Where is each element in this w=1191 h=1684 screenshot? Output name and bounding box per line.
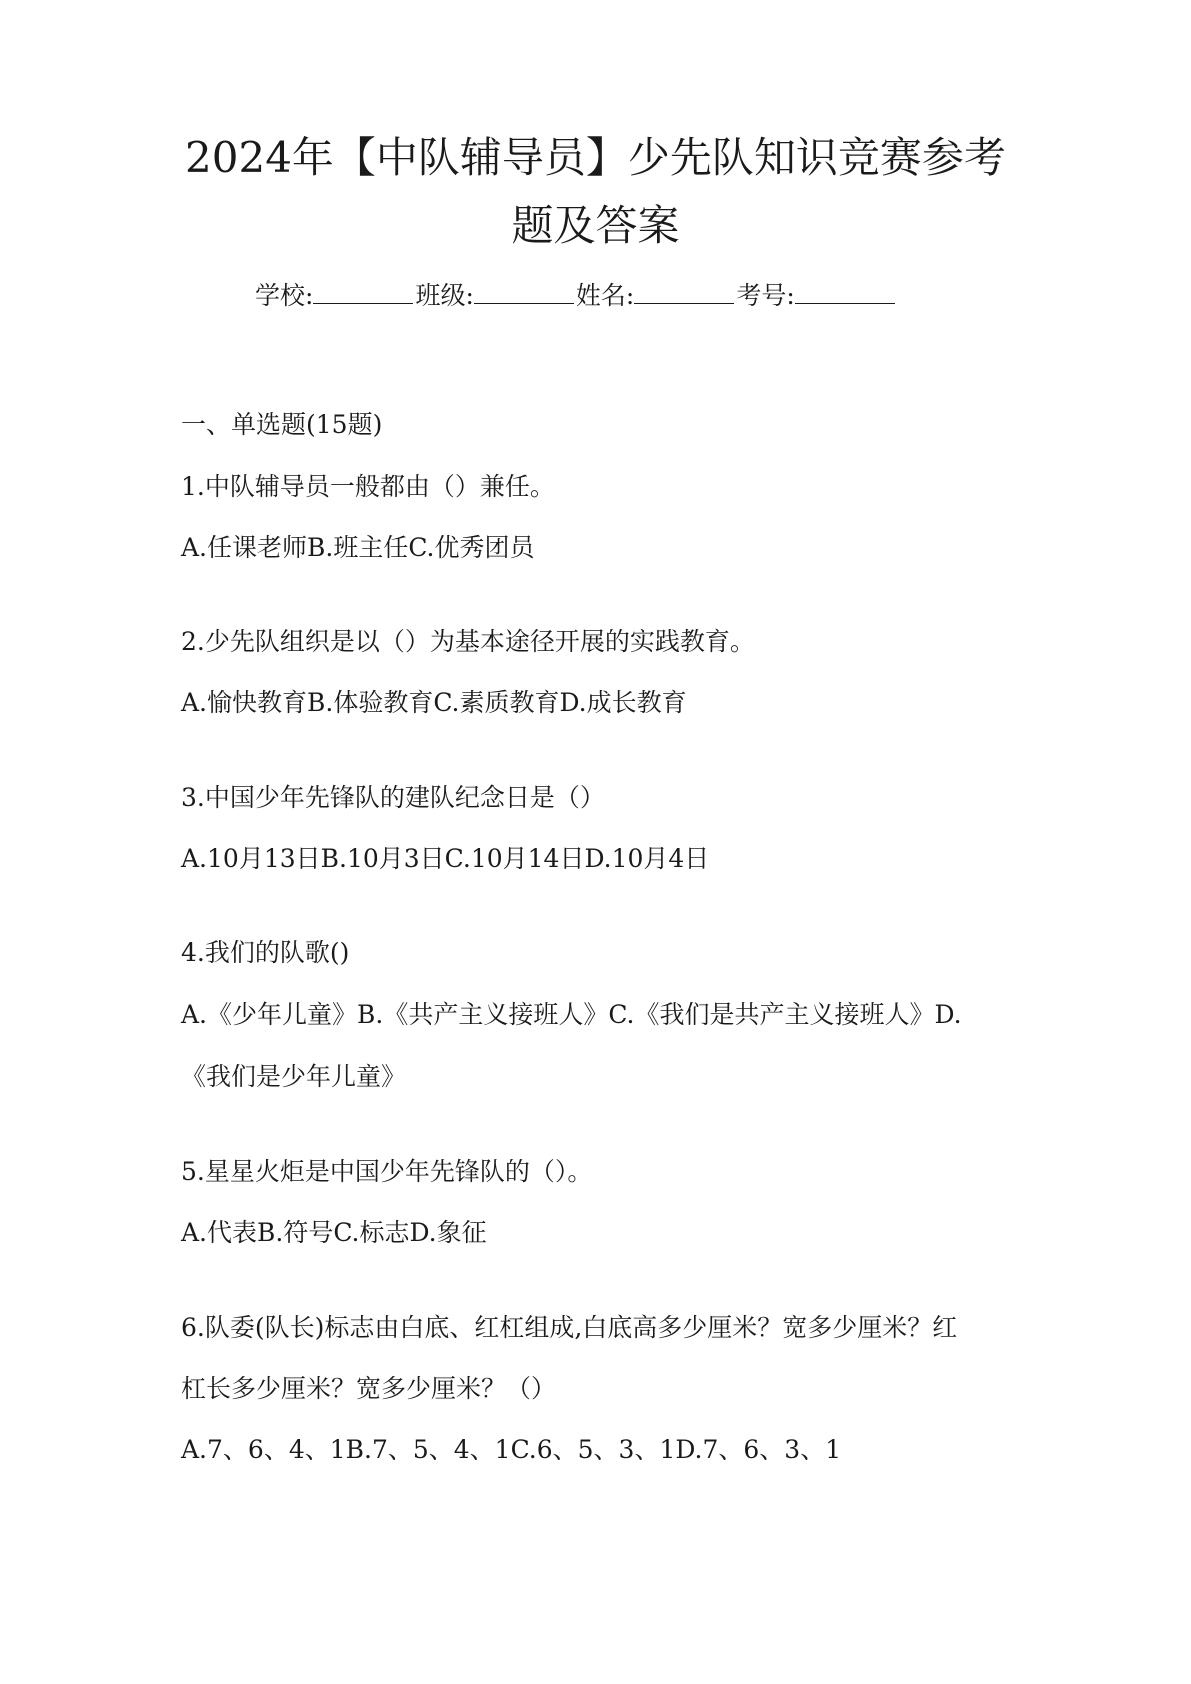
info-school-blank — [313, 277, 413, 304]
info-school-label: 学校: — [255, 281, 314, 310]
question-2-options: A.愉快教育B.体验教育C.素质教育D.成长教育 — [181, 688, 687, 717]
document-title-line-1: 2024年【中队辅导员】少先队知识竞赛参考 — [185, 133, 1006, 182]
question-6-options: A.7、6、4、1B.7、5、4、1C.6、5、3、1D.7、6、3、1 — [181, 1435, 842, 1464]
info-exam-number — [736, 276, 896, 316]
question-1-options: A.任课老师B.班主任C.优秀团员 — [181, 533, 535, 562]
info-school — [255, 276, 415, 316]
info-class-label: 班级: — [415, 281, 474, 310]
info-class-blank — [474, 277, 574, 304]
question-3-stem: 3.中国少年先锋队的建队纪念日是（） — [181, 783, 605, 812]
question-6-stem-line-2: 杠长多少厘米？宽多少厘米？（） — [181, 1374, 557, 1403]
question-1-stem: 1.中队辅导员一般都由（）兼任。 — [181, 472, 555, 501]
question-3-options: A.10月13日B.10月3日C.10月14日D.10月4日 — [181, 844, 710, 873]
info-class — [415, 276, 575, 316]
student-info-row — [255, 276, 955, 316]
question-4-options-line-1: A.《少年儿童》B.《共产主义接班人》C.《我们是共产主义接班人》D. — [181, 1000, 962, 1029]
info-exam-number-label: 考号: — [736, 281, 795, 310]
question-2-stem: 2.少先队组织是以（）为基本途径开展的实践教育。 — [181, 627, 755, 656]
question-5-options: A.代表B.符号C.标志D.象征 — [181, 1218, 487, 1247]
question-4-stem: 4.我们的队歌() — [181, 938, 350, 967]
info-name-blank — [634, 277, 734, 304]
question-5-stem: 5.星星火炬是中国少年先锋队的（）。 — [181, 1157, 593, 1186]
info-name — [576, 276, 736, 316]
info-exam-number-blank — [795, 277, 895, 304]
question-4-options-line-2: 《我们是少年儿童》 — [181, 1062, 407, 1091]
info-name-label: 姓名: — [575, 281, 635, 310]
question-6-stem-line-1: 6.队委(队长)标志由白底、红杠组成,白底高多少厘米？宽多少厘米？红 — [181, 1313, 958, 1342]
document-title-line-2: 题及答案 — [511, 201, 680, 250]
section-heading: 一、单选题(15题) — [181, 410, 383, 439]
